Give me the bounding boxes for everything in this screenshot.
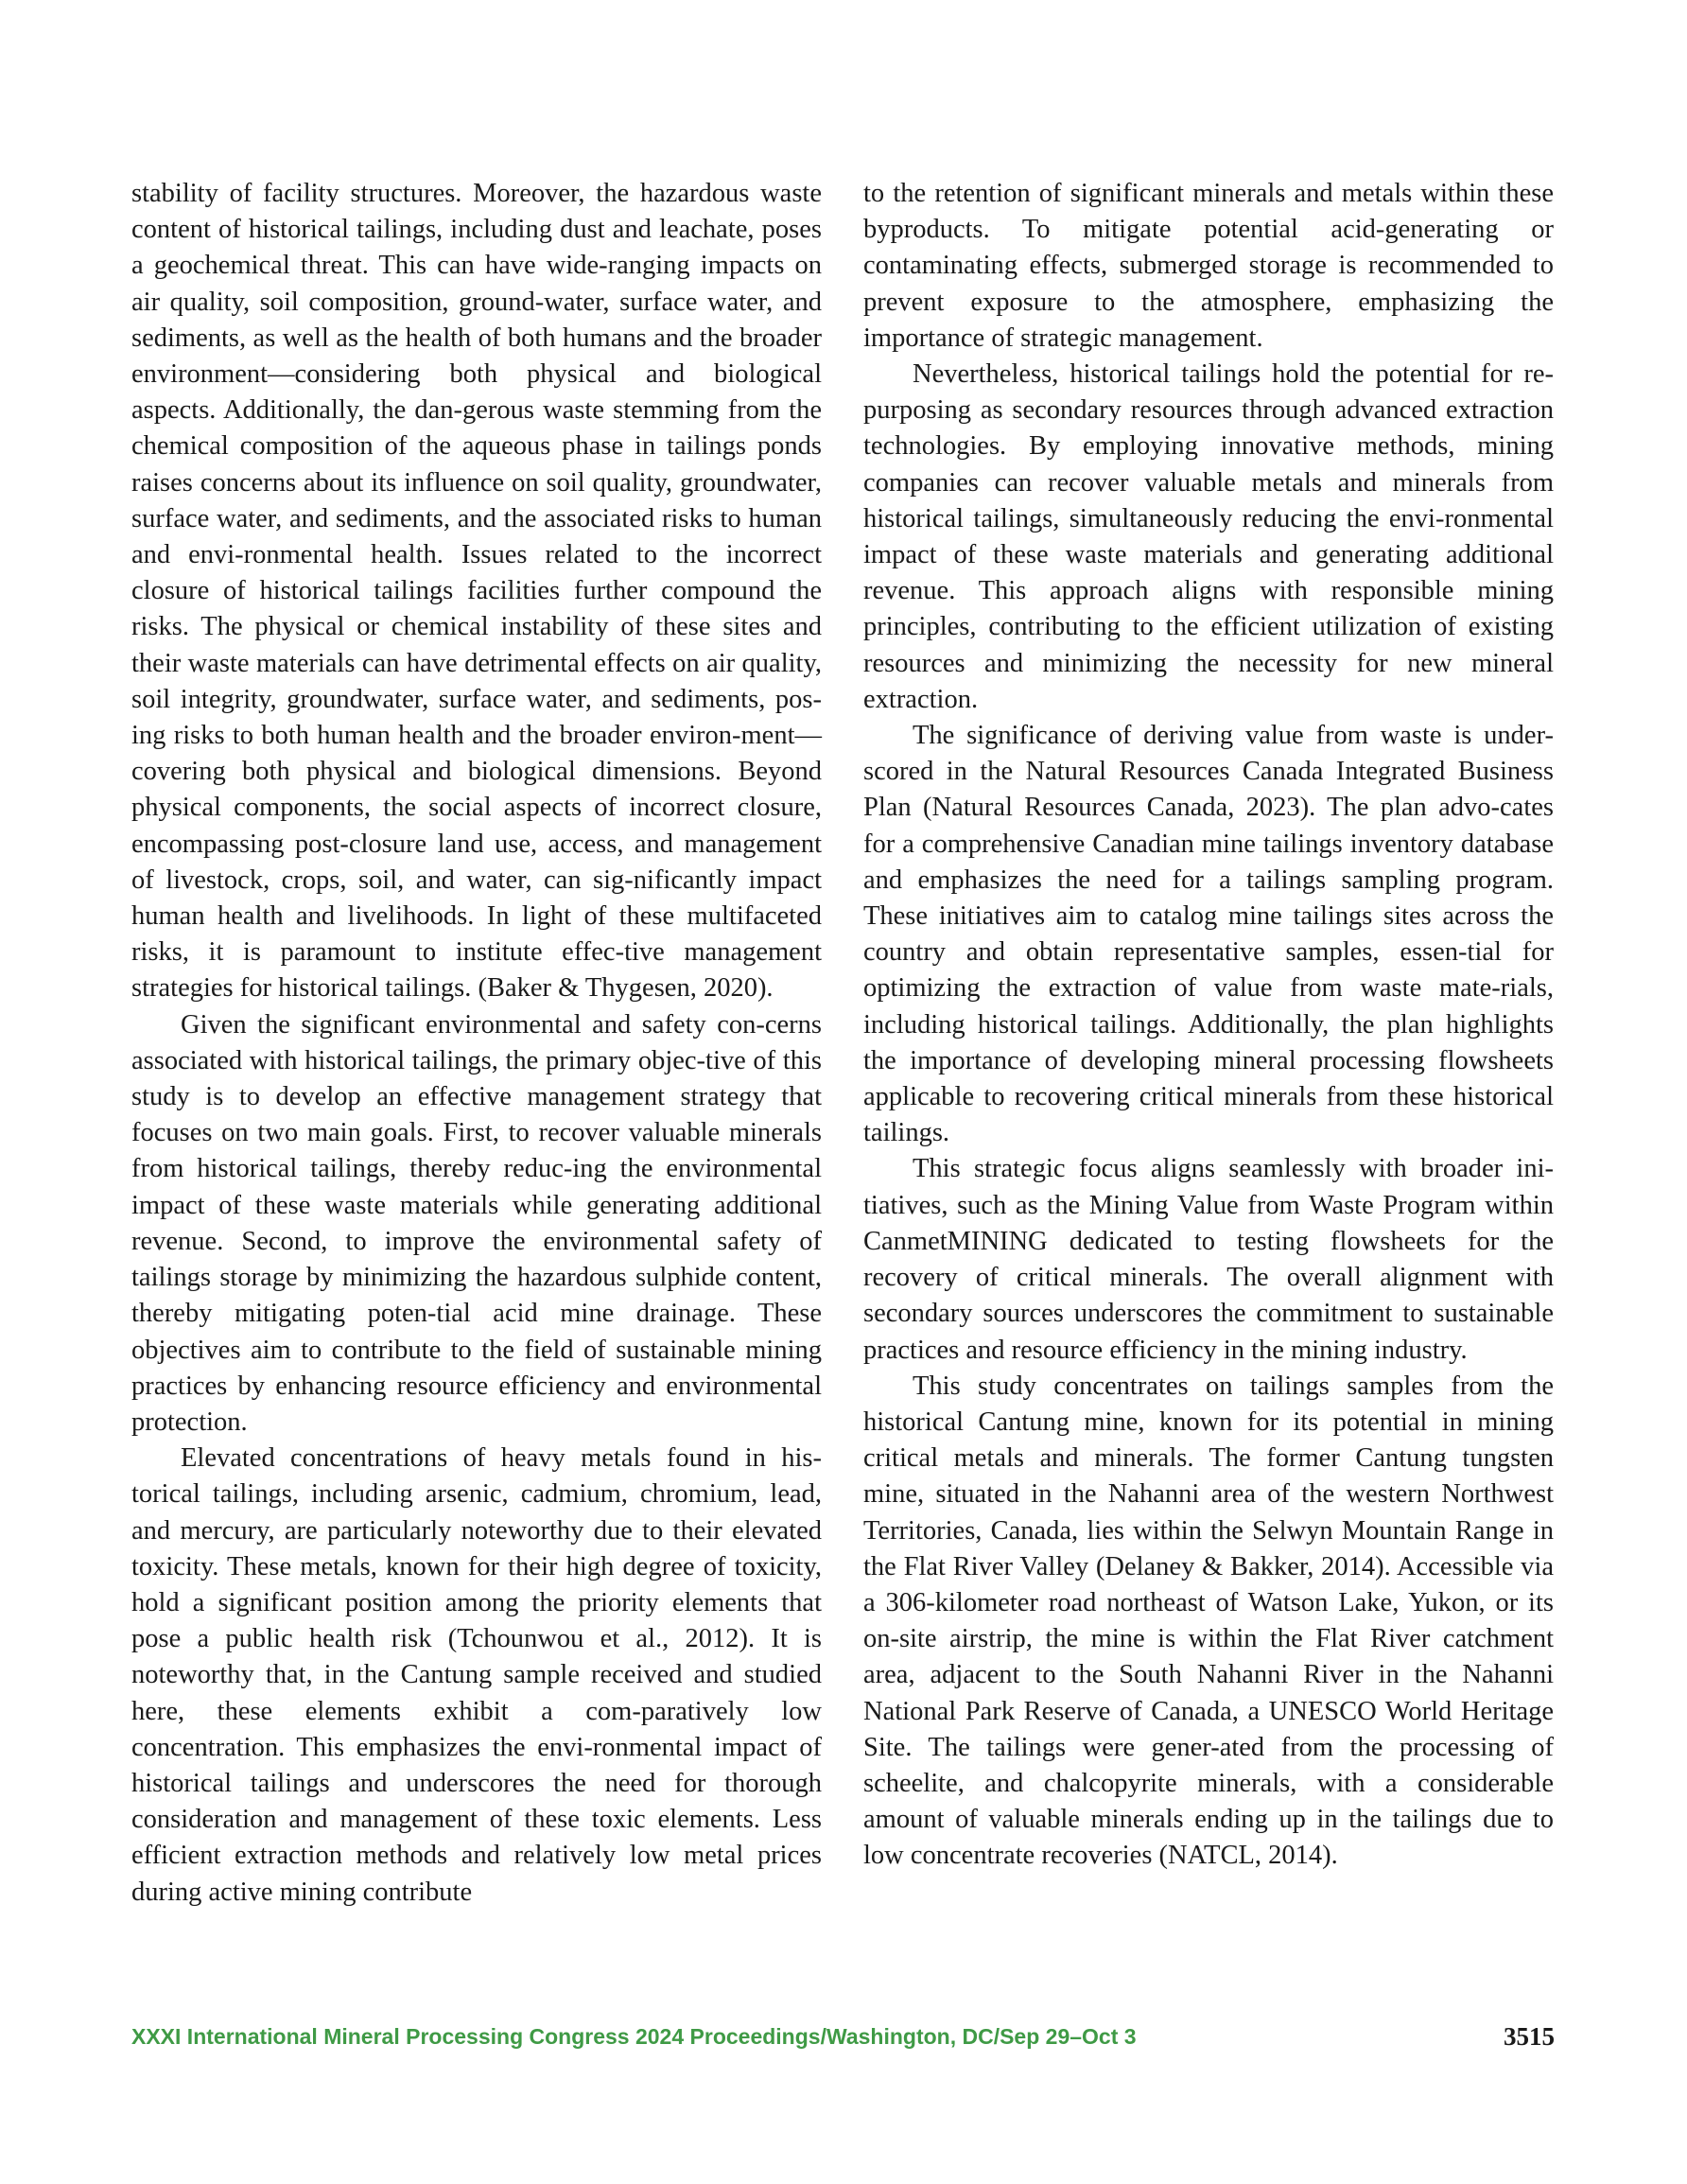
left-column xyxy=(131,176,822,1911)
paragraph: The significance of deriving value from waste is under-scored in the Natural Resources Canada Integrated Business Plan (Natural Resources Canada, 2023). The plan advo-cates for a comprehensive Canadian mine tailings inventory database and emphasizes the need for a tailings sampling program. These initiatives aim to catalog mine tailings sites across the country and obtain representative samples, essen-tial for optimizing the extraction of value from waste mate-rials, including historical tailings. Additionally, the plan highlights the importance of developing mineral processing flowsheets applicable to recovering critical minerals from these historical tailings. xyxy=(863,721,1554,1148)
page-footer xyxy=(131,2024,1555,2062)
page-number: 3515 xyxy=(1504,2022,1555,2051)
footer-conference-title: XXXI International Mineral Processing Congress 2024 Proceedings/Washington, DC/Sep 29–Oct 3 xyxy=(131,2024,1137,2049)
paragraph: stability of facility structures. Moreover, the hazardous waste content of historical tailings, including dust and leachate, poses a geochemical threat. This can have wide-ranging impacts on air quality, soil composition, ground-water, surface water, and sediments, as well as the health of both humans and the broader environment—considering both physical and biological aspects. Additionally, the dan-gerous waste stemming from the chemical composition of the aqueous phase in tailings ponds raises concerns about its influence on soil quality, groundwater, surface water, and sediments, and the associated risks to human and envi-ronmental health. Issues related to the incorrect closure of historical tailings facilities further compound the risks. The physical or chemical instability of these sites and their waste materials can have detrimental effects on air quality, soil integrity, groundwater, surface water, and sediments, pos-ing risks to both human health and the broader environ-ment—covering both physical and biological dimensions. Beyond physical components, the social aspects of incorrect closure, encompassing post-closure land use, access, and management of livestock, crops, soil, and water, can sig-nificantly impact human health and livelihoods. In light of these multifaceted risks, it is paramount to institute effec-tive management strategies for historical tailings. (Baker & Thygesen, 2020). xyxy=(131,179,822,1004)
paragraph: This study concentrates on tailings samples from the historical Cantung mine, known for its potential in mining critical metals and minerals. The former Cantung tungsten mine, situated in the Nahanni area of the western Northwest Territories, Canada, lies within the Selwyn Mountain Range in the Flat River Valley (Delaney & Bakker, 2014). Accessible via a 306-kilometer road northeast of Watson Lake, Yukon, or its on-site airstrip, the mine is within the Flat River catchment area, adjacent to the South Nahanni River in the Nahanni National Park Reserve of Canada, a UNESCO World Heritage Site. The tailings were gener-ated from the processing of scheelite, and chalcopyrite minerals, with a considerable amount of valuable minerals ending up in the tailings due to low concentrate recoveries (NATCL, 2014). xyxy=(863,1371,1554,1871)
paragraph: to the retention of significant minerals and metals within these byproducts. To mitigate potential acid-generating or contaminating effects, submerged storage is recommended to prevent exposure to the atmosphere, emphasizing the importance of strategic management. xyxy=(863,179,1554,353)
paragraph: This strategic focus aligns seamlessly with broader ini-tiatives, such as the Mining Value from Waste Program within CanmetMINING dedicated to testing flowsheets for the recovery of critical minerals. The overall alignment with secondary sources underscores the commitment to sustainable practices and resource efficiency in the mining industry. xyxy=(863,1154,1554,1365)
paragraph: Nevertheless, historical tailings hold the potential for re-purposing as secondary resources through advanced extraction technologies. By employing innovative methods, mining companies can recover valuable metals and minerals from historical tailings, simultaneously reducing the envi-ronmental impact of these waste materials and generating additional revenue. This approach aligns with responsible mining principles, contributing to the efficient utilization of existing resources and minimizing the necessity for new mineral extraction. xyxy=(863,359,1554,714)
right-column xyxy=(863,176,1554,1875)
paragraph: Given the significant environmental and safety con-cerns associated with historical tailings, the primary objec-tive of this study is to develop an effective management strategy that focuses on two main goals. First, to recover valuable minerals from historical tailings, thereby reduc-ing the environmental impact of these waste materials while generating additional revenue. Second, to improve the environmental safety of tailings storage by minimizing the hazardous sulphide content, thereby mitigating poten-tial acid mine drainage. These objectives aim to contribute to the field of sustainable mining practices by enhancing resource efficiency and environmental protection. xyxy=(131,1009,822,1437)
paragraph: Elevated concentrations of heavy metals found in his-torical tailings, including arsenic, cadmium, chromium, lead, and mercury, are particularly noteworthy due to their elevated toxicity. These metals, known for their high degree of toxicity, hold a significant position among the priority elements that pose a public health risk (Tchounwou et al., 2012). It is noteworthy that, in the Cantung sample received and studied here, these elements exhibit a com-paratively low concentration. This emphasizes the envi-ronmental impact of historical tailings and underscores the need for thorough consideration and management of these toxic elements. Less efficient extraction methods and relatively low metal prices during active mining contribute xyxy=(131,1443,822,1907)
